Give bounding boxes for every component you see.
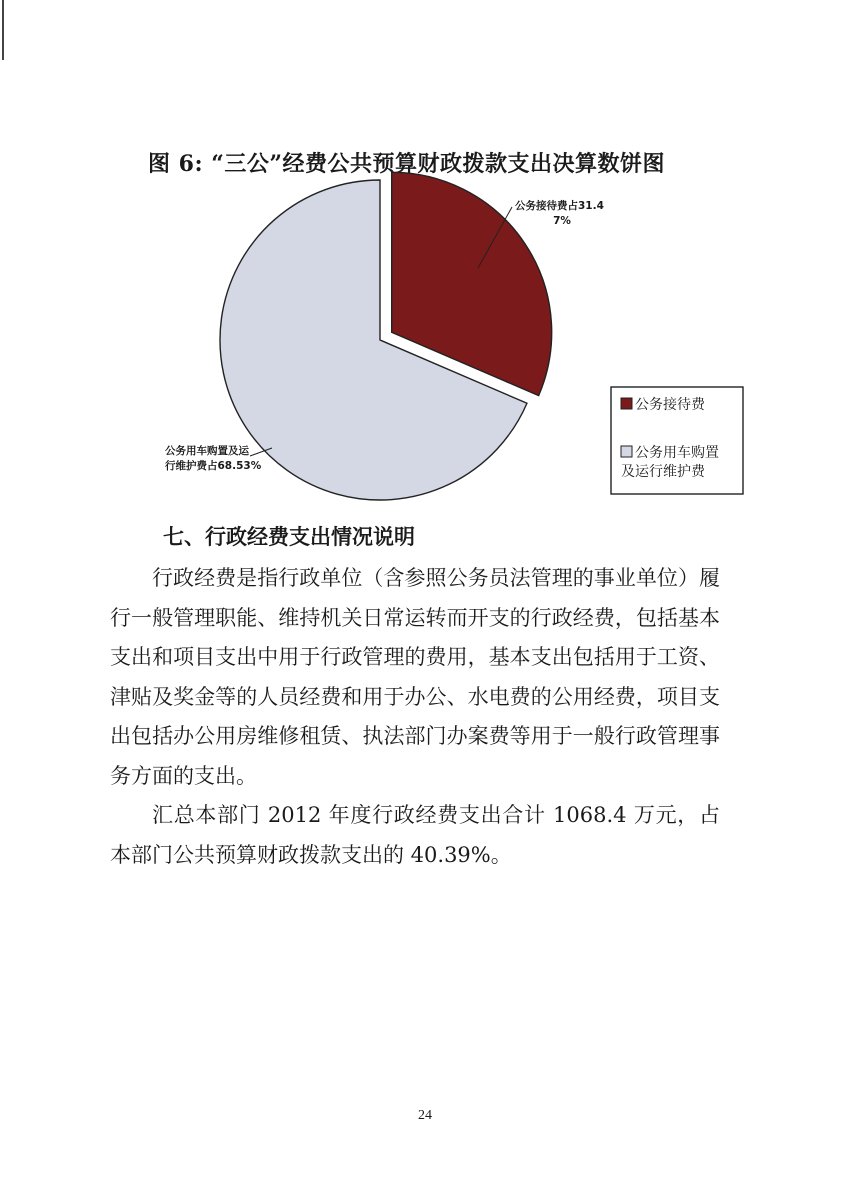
chart-legend [611,387,743,494]
paragraph-admin-expense-total: 汇总本部门 2012 年度行政经费支出合计 1068.4 万元，占本部门公共预算财政拨款支出的 40.39%。 [110,803,720,867]
page-number: 24 [418,1108,432,1123]
pie-slices [220,172,552,500]
section-heading: 七、行政经费支出情况说明 [163,524,415,549]
legend-label-vehicle: 公务用车购置 [635,445,719,461]
pie-label-reception-line1: 公务接待费占31.4 [515,200,604,212]
paragraph-admin-expense-definition: 行政经费是指行政单位（含参照公务员法管理的事业单位）履行一般管理职能、维持机关日常运转而开支的行政经费，包括基本支出和项目支出中用于行政管理的费用，基本支出包括用于工资、津贴及奖金等的人员经费和用于办公、水电费的公用经费，项目支出包括办公用房维修租赁、执法部门办案费等用于一般行政管理事务方面的支出。 [110,566,720,788]
legend-swatch-vehicle [621,446,632,457]
legend-label-reception: 公务接待费 [635,397,705,413]
pie-chart [0,0,850,520]
pie-label-vehicle-line2: 行维护费占68.53% [165,460,262,472]
pie-label-vehicle-line1: 公务用车购置及运 [165,445,249,457]
legend-swatch-reception [621,398,632,409]
pie-label-reception-line2: 7% [553,215,571,227]
figure-title: 图 6: “三公”经费公共预算财政拨款支出决算数饼图 [148,151,666,177]
legend-label-vehicle-line2: 及运行维护费 [621,464,705,480]
